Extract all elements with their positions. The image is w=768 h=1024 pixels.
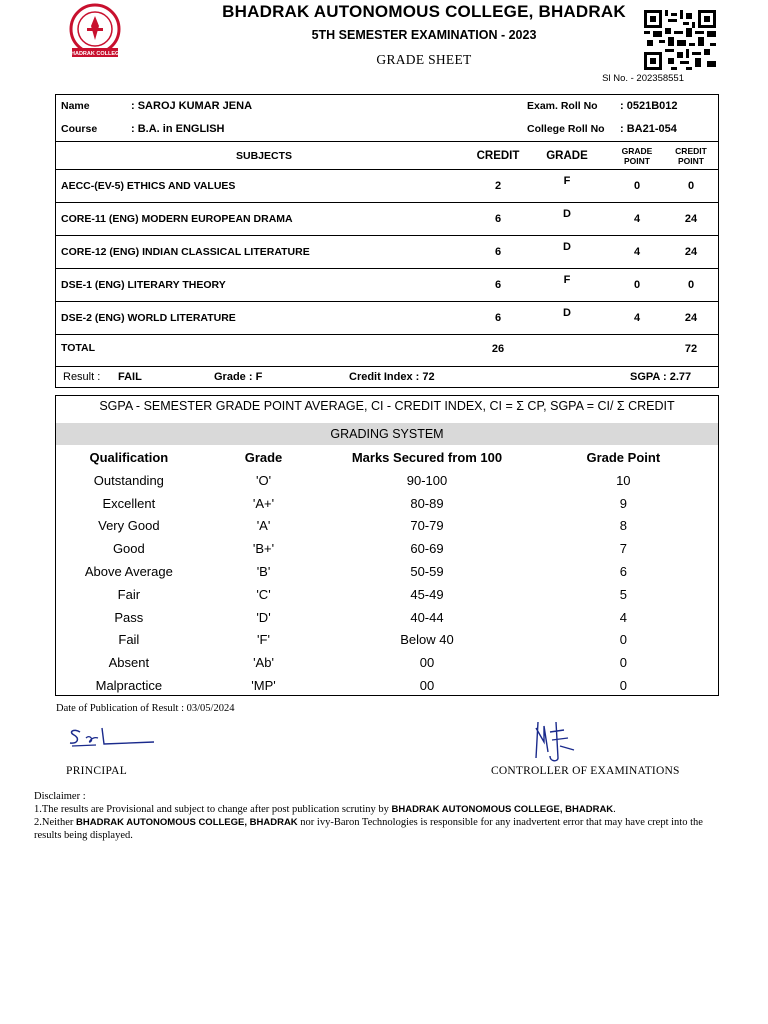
- grading-row: [56, 674, 718, 697]
- total-credit: 26: [473, 335, 523, 367]
- grade: 'Ab': [253, 655, 274, 671]
- controller-label: CONTROLLER OF EXAMINATIONS: [491, 765, 680, 777]
- grading-header-row: [56, 446, 718, 469]
- result-sgpa: SGPA : 2.77: [630, 371, 692, 383]
- subject-credit-point: 0: [663, 170, 719, 203]
- qualification: Good: [112, 541, 145, 557]
- qr-code-icon: [644, 10, 716, 70]
- disclaimer-2-college: BHADRAK AUTONOMOUS COLLEGE, BHADRAK: [76, 817, 298, 828]
- qualification: Very Good: [98, 518, 160, 534]
- sheet-title: GRADE SHEET: [376, 52, 472, 67]
- qualification: Excellent: [102, 495, 156, 511]
- subject-row: [55, 236, 719, 269]
- grading-row: [56, 492, 718, 515]
- disclaimer: [34, 790, 724, 842]
- total-label: TOTAL: [55, 335, 473, 367]
- grade: 'O': [255, 472, 272, 488]
- marks: 80-89: [410, 495, 444, 511]
- header-grade-point: Grade Point: [586, 450, 661, 465]
- total-row: [55, 335, 719, 367]
- subject-credit: 6: [473, 269, 523, 302]
- total-credit-point: 72: [663, 335, 719, 367]
- total-grade-empty: [523, 335, 611, 367]
- grade-point: 0: [619, 632, 627, 648]
- header-credit: CREDIT: [473, 142, 523, 170]
- subject-grade: F: [523, 170, 611, 203]
- exam-roll-value: : 0521B012: [620, 100, 678, 112]
- marks: 90-100: [406, 472, 448, 488]
- header-qualification: Qualification: [89, 450, 169, 465]
- marks: 00: [419, 655, 435, 671]
- exam-title: 5TH SEMESTER EXAMINATION - 2023: [311, 28, 537, 42]
- subject-name: DSE-2 (ENG) WORLD LITERATURE: [55, 302, 473, 335]
- result-credit-index: Credit Index : 72: [349, 371, 435, 383]
- controller-signature-icon: [530, 718, 580, 764]
- result-grade: Grade : F: [214, 371, 263, 383]
- grade: 'D': [256, 609, 271, 625]
- subject-credit-point: 24: [663, 236, 719, 269]
- result-row: [55, 368, 719, 388]
- marks: 70-79: [410, 518, 444, 534]
- grading-row: [56, 583, 718, 606]
- qualification: Above Average: [84, 564, 173, 580]
- header-grade: GRADE: [523, 142, 611, 170]
- header-credit-point-line2: POINT: [678, 155, 704, 166]
- qualification: Outstanding: [93, 472, 164, 488]
- college-name: BHADRAK AUTONOMOUS COLLEGE, BHADRAK: [222, 2, 626, 21]
- grading-title: GRADING SYSTEM: [56, 423, 718, 445]
- subject-name: CORE-12 (ENG) INDIAN CLASSICAL LITERATURE: [55, 236, 473, 269]
- header-marks: Marks Secured from 100: [351, 450, 503, 465]
- grading-system: [55, 395, 719, 696]
- subject-grade-point: 4: [611, 203, 663, 236]
- marks: 45-49: [410, 586, 444, 602]
- subject-grade: F: [523, 269, 611, 302]
- subject-grade: D: [523, 203, 611, 236]
- result-value: FAIL: [118, 371, 142, 383]
- grading-row: [56, 515, 718, 538]
- exam-roll-label: Exam. Roll No: [527, 100, 598, 112]
- disclaimer-2-end: nor ivy-Baron Technologies is responsible for any inadvertent error that may have crept into the results being displayed.: [34, 817, 703, 841]
- grade: 'F': [257, 632, 270, 648]
- disclaimer-1-end: .: [613, 804, 616, 815]
- subject-grade-point: 0: [611, 269, 663, 302]
- publication-date: Date of Publication of Result : 03/05/2024: [56, 703, 235, 714]
- disclaimer-1-text: 1.The results are Provisional and subject to change after post publication scrutiny by: [34, 804, 389, 815]
- disclaimer-2-text: 2.Neither: [34, 817, 74, 828]
- grade-point: 8: [619, 518, 627, 534]
- sgpa-legend: SGPA - SEMESTER GRADE POINT AVERAGE, CI - CREDIT INDEX, CI = Σ CP, SGPA = CI/ Σ CREDIT: [99, 399, 675, 413]
- subject-name: DSE-1 (ENG) LITERARY THEORY: [55, 269, 473, 302]
- subject-row: [55, 203, 719, 236]
- subject-name: AECC-(EV-5) ETHICS AND VALUES: [55, 170, 473, 203]
- qualification: Malpractice: [95, 678, 163, 694]
- marks: 50-59: [410, 564, 444, 580]
- subject-credit: 6: [473, 236, 523, 269]
- grade-point: 7: [619, 541, 627, 557]
- disclaimer-line-1: [34, 803, 724, 816]
- marks: 00: [419, 678, 435, 694]
- subject-grade: D: [523, 302, 611, 335]
- marks: Below 40: [400, 632, 454, 648]
- college-roll-label: College Roll No: [527, 123, 605, 135]
- subject-grade-point: 4: [611, 236, 663, 269]
- qualification: Fair: [117, 586, 141, 602]
- subjects-header-row: [55, 142, 719, 170]
- disclaimer-title: Disclaimer :: [34, 791, 86, 802]
- subject-name: CORE-11 (ENG) MODERN EUROPEAN DRAMA: [55, 203, 473, 236]
- grade: 'MP': [251, 678, 276, 694]
- grade: 'A': [256, 518, 271, 534]
- qualification: Absent: [108, 655, 150, 671]
- grade: 'B+': [252, 541, 275, 557]
- grade: 'C': [256, 586, 271, 602]
- name-label: Name: [61, 100, 90, 112]
- header-credit-point: [663, 142, 719, 170]
- principal-signature-icon: [66, 722, 158, 752]
- student-info: [55, 94, 719, 142]
- subject-row: [55, 302, 719, 335]
- college-roll-value: : BA21-054: [620, 123, 677, 135]
- header-grade-point: [611, 142, 663, 170]
- grading-table: [56, 446, 718, 697]
- grade-point: 9: [619, 495, 627, 511]
- marks: 40-44: [410, 609, 444, 625]
- header-grade: Grade: [244, 450, 283, 465]
- disclaimer-1-college: BHADRAK AUTONOMOUS COLLEGE, BHADRAK: [391, 804, 614, 815]
- subjects-table: [55, 141, 719, 367]
- total-grade-point-empty: [611, 335, 663, 367]
- grade-point: 5: [619, 586, 627, 602]
- grading-row: [56, 651, 718, 674]
- principal-label: PRINCIPAL: [66, 765, 128, 777]
- subject-row: [55, 269, 719, 302]
- subject-row: [55, 170, 719, 203]
- subject-credit-point: 0: [663, 269, 719, 302]
- grade-point: 10: [616, 472, 631, 488]
- grading-row: [56, 606, 718, 629]
- grade: 'A+': [252, 495, 275, 511]
- grade: 'B': [256, 564, 271, 580]
- course-value: : B.A. in ENGLISH: [131, 123, 225, 135]
- grade-point: 0: [619, 655, 627, 671]
- subject-grade-point: 4: [611, 302, 663, 335]
- result-label: Result :: [63, 371, 101, 383]
- serial-number: Sl No. - 202358551: [602, 73, 684, 84]
- grading-row: [56, 560, 718, 583]
- disclaimer-line-2: [34, 816, 724, 842]
- subject-credit-point: 24: [663, 203, 719, 236]
- subject-credit-point: 24: [663, 302, 719, 335]
- grade-point: 0: [619, 678, 627, 694]
- subject-credit: 6: [473, 203, 523, 236]
- course-label: Course: [61, 123, 98, 135]
- logo-text: BHADRAK COLLEGE: [67, 51, 123, 57]
- college-logo: [62, 2, 128, 60]
- header-subjects: SUBJECTS: [55, 142, 473, 170]
- qualification: Fail: [118, 632, 140, 648]
- subject-grade: D: [523, 236, 611, 269]
- grading-row: [56, 629, 718, 652]
- grading-row: [56, 469, 718, 492]
- header-grade-point-line2: POINT: [624, 155, 650, 166]
- header-grade-point-line1: GRADE: [621, 145, 653, 156]
- grading-row: [56, 537, 718, 560]
- marks: 60-69: [410, 541, 444, 557]
- subject-grade-point: 0: [611, 170, 663, 203]
- grade-point: 6: [619, 564, 627, 580]
- subject-credit: 2: [473, 170, 523, 203]
- grade-point: 4: [619, 609, 627, 625]
- qualification: Pass: [114, 609, 144, 625]
- header-credit-point-line1: CREDIT: [675, 145, 707, 156]
- subject-credit: 6: [473, 302, 523, 335]
- name-value: : SAROJ KUMAR JENA: [131, 100, 253, 112]
